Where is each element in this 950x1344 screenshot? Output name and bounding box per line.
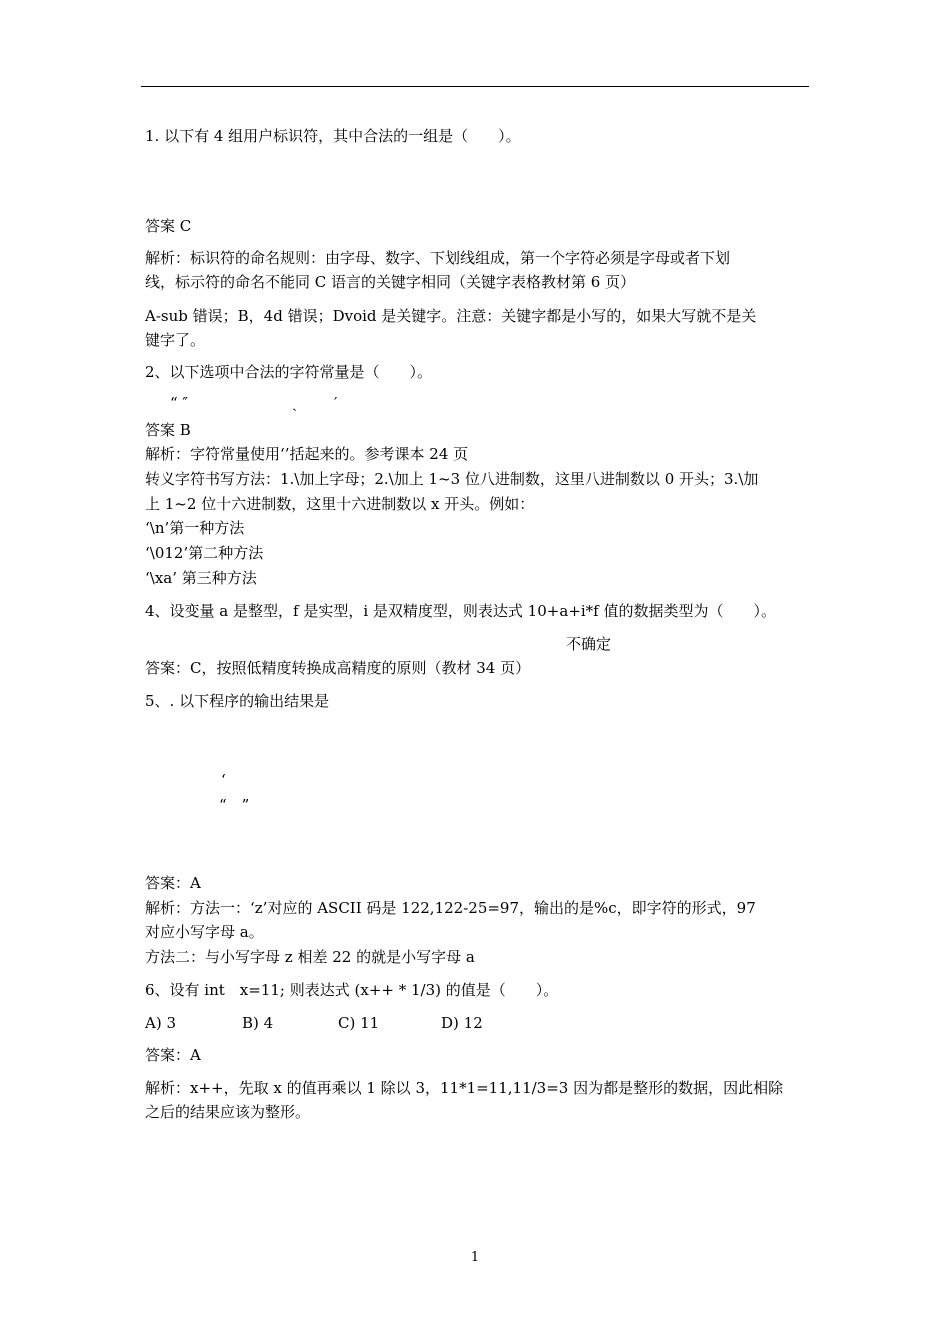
explanation-5-line-1: 解析：方法一：‘z’对应的 ASCII 码是 122,122-25=97，输出的是%c，即字符的形式，97	[145, 899, 756, 917]
question-1: 1. 以下有 4 组用户标识符，其中合法的一组是（ ）。	[145, 127, 521, 145]
explanation-1-line-1: 解析：标识符的命名规则：由字母、数字、下划线组成，第一个字符必须是字母或者下划	[145, 249, 731, 267]
explanation-1-line-3: A-sub 错误；B，4d 错误；Dvoid 是关键字。注意：关键字都是小写的，如果大写就不是关	[145, 307, 757, 325]
explanation-2-line-2: 转义字符书写方法：1.\加上字母；2.\加上 1~3 位八进制数，这里八进制数以 0 开头；3.\加	[145, 470, 759, 488]
answer-2: 答案 B	[145, 421, 191, 439]
answer-6: 答案：A	[145, 1046, 201, 1064]
example-escape-2: ‘\012’第二种方法	[145, 544, 264, 562]
question-2-option-a: “ ″	[170, 394, 189, 412]
question-5: 5、. 以下程序的输出结果是	[145, 692, 330, 710]
explanation-5-line-3: 方法二：与小写字母 z 相差 22 的就是小写字母 a	[145, 948, 475, 966]
question-6-option-a: A) 3	[145, 1014, 176, 1032]
question-6: 6、设有 int x=11; 则表达式 (x++ * 1/3) 的值是（ ）。	[145, 981, 559, 999]
example-escape-3: ‘\xa’ 第三种方法	[145, 569, 257, 587]
answer-5: 答案：A	[145, 874, 201, 892]
answer-1: 答案 C	[145, 217, 192, 235]
question-6-option-c: C) 11	[338, 1014, 380, 1032]
explanation-5-line-2: 对应小写字母 a。	[145, 923, 264, 941]
explanation-6-line-1: 解析：x++，先取 x 的值再乘以 1 除以 3，11*1=11,11/3=3 因为都是整形的数据，因此相除	[145, 1079, 784, 1097]
question-2: 2、以下选项中合法的字符常量是（ ）。	[145, 363, 433, 381]
question-5-code-line-2: “ ”	[219, 796, 250, 814]
question-4-option: 不确定	[566, 635, 612, 653]
question-5-code-line-1: ‘	[221, 771, 226, 789]
explanation-6-line-2: 之后的结果应该为整形。	[145, 1103, 311, 1121]
question-2-option-b: ˏ	[292, 394, 297, 412]
header-rule	[141, 86, 809, 87]
page-number: 1	[470, 1250, 480, 1265]
explanation-1-line-2: 线，标示符的命名不能同 C 语言的关键字相同（关键字表格教材第 6 页）	[145, 273, 636, 291]
question-6-option-d: D) 12	[441, 1014, 483, 1032]
explanation-1-line-4: 键字了。	[145, 331, 206, 349]
question-4: 4、设变量 a 是整型，f 是实型，i 是双精度型，则表达式 10+a+i*f 值的数据类型为（ ）。	[145, 602, 776, 620]
example-escape-1: ‘\n’第一种方法	[145, 519, 245, 537]
answer-4: 答案：C，按照低精度转换成高精度的原则（教材 34 页）	[145, 659, 531, 677]
explanation-2-line-3: 上 1~2 位十六进制数，这里十六进制数以 x 开头。例如：	[145, 495, 535, 513]
question-2-option-c: ′	[334, 394, 338, 412]
explanation-2-line-1: 解析：字符常量使用‘’括起来的。参考课本 24 页	[145, 445, 469, 463]
question-6-option-b: B) 4	[242, 1014, 274, 1032]
